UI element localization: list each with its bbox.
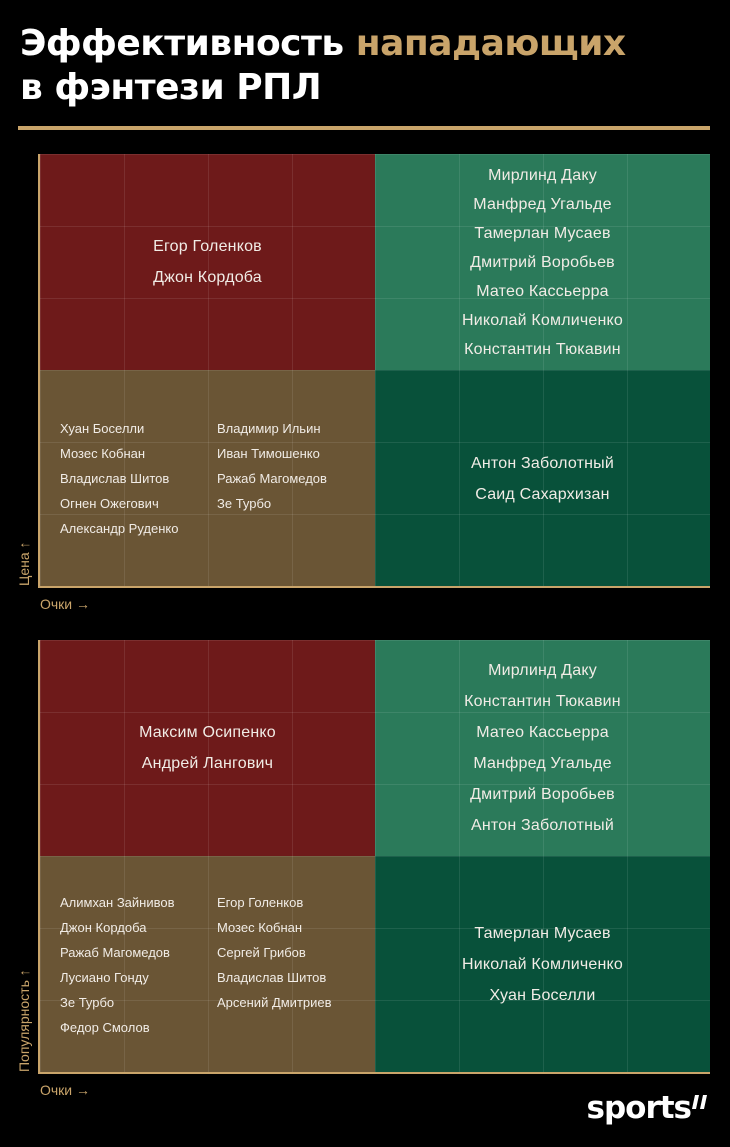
player-name: Владислав Шитов	[217, 969, 327, 985]
quadrant-bottom-left	[40, 856, 375, 1073]
y-axis-line	[38, 640, 40, 1074]
player-name: Иван Тимошенко	[217, 446, 320, 461]
x-axis-line	[38, 586, 710, 588]
popularity-points-matrix	[40, 640, 710, 1073]
player-list	[462, 918, 623, 1011]
sports-logo	[587, 1091, 709, 1125]
quadrant-bottom-right	[375, 370, 710, 587]
player-list	[462, 161, 623, 364]
player-list-col2	[217, 416, 327, 516]
player-name: Саид Сахархизан	[475, 485, 610, 503]
quadrant-top-right	[375, 640, 710, 856]
player-name: Егор Голенков	[153, 238, 262, 255]
player-list-col2	[217, 890, 332, 1015]
player-name: Мозес Кобнан	[217, 919, 303, 935]
player-name: Мозес Кобнан	[60, 446, 146, 461]
y-axis-label: Популярность ↑	[16, 969, 32, 1072]
y-axis-label: Цена ↑	[16, 541, 32, 586]
price-points-matrix	[40, 154, 710, 587]
player-name: Николай Комличенко	[461, 956, 624, 973]
player-list	[471, 448, 614, 510]
player-name: Лусиано Гонду	[60, 969, 149, 985]
player-name: Владимир Ильин	[217, 421, 321, 436]
x-axis-line	[38, 1072, 710, 1074]
player-name: Ражаб Магомедов	[60, 944, 170, 960]
player-name: Джон Кордоба	[153, 269, 262, 286]
player-name: Андрей Лангович	[141, 755, 274, 772]
player-name: Матео Кассьерра	[476, 282, 609, 300]
player-list-col1	[60, 890, 217, 1040]
player-name: Владислав Шитов	[60, 471, 170, 486]
sports-slash-mark-icon	[692, 1095, 708, 1109]
player-name: Мирлинд Даку	[488, 662, 597, 679]
player-name: Хуан Боселли	[489, 987, 596, 1004]
x-axis-label: Очки →	[40, 1082, 91, 1098]
player-name: Матео Кассьерра	[476, 724, 609, 741]
player-name: Хуан Боселли	[60, 421, 145, 436]
quadrant-top-left	[40, 640, 375, 856]
player-name: Николай Комличенко	[461, 311, 624, 329]
x-axis-label: Очки →	[40, 596, 91, 612]
player-name: Антон Заболотный	[471, 817, 614, 834]
quadrant-top-left	[40, 154, 375, 370]
quadrant-bottom-right	[375, 856, 710, 1073]
player-name: Александр Руденко	[60, 521, 179, 536]
player-name: Максим Осипенко	[139, 724, 276, 741]
player-list-col1	[60, 416, 217, 541]
player-name: Зе Турбо	[217, 496, 272, 511]
player-name: Манфред Угальде	[473, 195, 612, 213]
player-name: Дмитрий Воробьев	[470, 253, 615, 271]
player-list	[153, 231, 262, 293]
y-axis-line	[38, 154, 40, 588]
player-name: Тамерлан Мусаев	[474, 224, 611, 242]
title-line1-accent: нападающих	[355, 23, 626, 64]
player-name: Константин Тюкавин	[464, 340, 621, 358]
player-name: Арсений Дмитриев	[217, 994, 332, 1010]
player-name: Сергей Грибов	[217, 944, 306, 960]
player-name: Дмитрий Воробьев	[470, 786, 615, 803]
player-name: Джон Кордоба	[60, 919, 147, 935]
quadrant-top-right	[375, 154, 710, 370]
player-list	[464, 655, 621, 841]
title-line2: в фэнтези РПЛ	[20, 67, 322, 108]
player-name: Константин Тюкавин	[464, 693, 621, 710]
player-name: Егор Голенков	[217, 894, 304, 910]
player-name: Тамерлан Мусаев	[474, 925, 611, 942]
player-name: Огнен Ожегович	[60, 496, 159, 511]
player-name: Ражаб Магомедов	[217, 471, 327, 486]
player-name: Алимхан Зайнивов	[60, 894, 175, 910]
player-name: Мирлинд Даку	[488, 166, 597, 184]
page-title	[20, 22, 626, 110]
player-name: Федор Смолов	[60, 1019, 150, 1035]
title-divider	[18, 126, 710, 130]
logo-text: sports	[586, 1090, 691, 1126]
player-name: Манфред Угальде	[473, 755, 612, 772]
player-name: Антон Заболотный	[471, 454, 614, 472]
player-list	[139, 717, 276, 779]
player-name: Зе Турбо	[60, 994, 115, 1010]
quadrant-bottom-left	[40, 370, 375, 587]
title-line1-prefix: Эффективность	[20, 23, 344, 64]
